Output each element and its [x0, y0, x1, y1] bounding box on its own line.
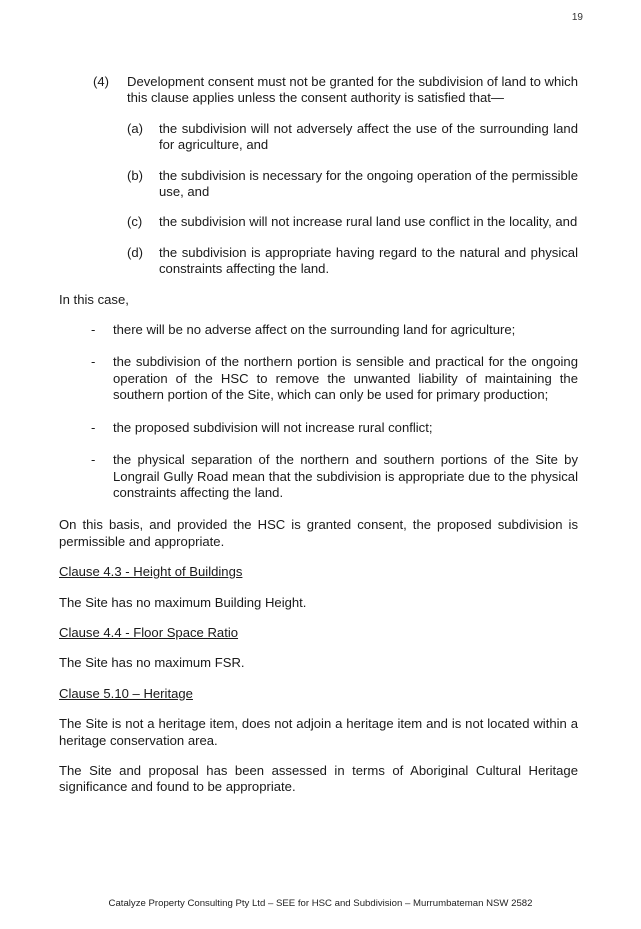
subclause-d — [127, 245, 578, 278]
section-paragraph: The Site has no maximum Building Height. — [59, 594, 307, 610]
bullet-dash: - — [91, 354, 96, 370]
bullet-text: the proposed subdivision will not increase rural conflict; — [113, 419, 433, 435]
subclause-text: the subdivision is appropriate having regard to the natural and physical constraints affecting the land. — [159, 244, 578, 277]
subclause-text: the subdivision is necessary for the ongoing operation of the permissible use, and — [159, 167, 578, 200]
subclause-text: the subdivision will not adversely affect the use of the surrounding land for agriculture, and — [159, 120, 578, 153]
clause-text: Development consent must not be granted for the subdivision of land to which this clause applies unless the consent authority is satisfied that— — [127, 74, 578, 106]
bullet-dash: - — [91, 452, 96, 468]
clause-number: (4) — [93, 74, 110, 89]
clause-4 — [59, 74, 578, 107]
section-paragraph: The Site and proposal has been assessed in terms of Aboriginal Cultural Heritage significance and found to be appropriate. — [59, 762, 578, 795]
subclause-number: (a) — [127, 120, 144, 136]
section-heading-fsr: Clause 4.4 - Floor Space Ratio — [59, 624, 239, 640]
subclause-number: (b) — [127, 167, 144, 183]
bullet-item — [59, 354, 578, 403]
subclause-number: (d) — [127, 244, 144, 260]
document-body — [59, 74, 578, 810]
page-footer: Catalyze Property Consulting Pty Ltd – SEE for HSC and Subdivision – Murrumbateman NSW 2582 — [108, 898, 533, 909]
subclause-c — [127, 214, 578, 230]
bullet-dash: - — [91, 419, 96, 435]
section-paragraph: The Site has no maximum FSR. — [59, 655, 245, 671]
section-paragraph: The Site is not a heritage item, does not adjoin a heritage item and is not located within a heritage conservation area. — [59, 716, 578, 748]
bullet-item — [59, 452, 578, 501]
conclusion-paragraph: On this basis, and provided the HSC is granted consent, the proposed subdivision is permissible and appropriate. — [59, 517, 578, 549]
subclause-b — [127, 168, 578, 201]
bullet-text: there will be no adverse affect on the surrounding land for agriculture; — [113, 322, 516, 338]
section-heading-height: Clause 4.3 - Height of Buildings — [59, 564, 243, 580]
bullet-text: the subdivision of the northern portion is sensible and practical for the ongoing operation of the HSC to remove the unwanted liability of maintaining the southern portion of the Site, which can only be used for primary production; — [113, 354, 578, 403]
subclause-number: (c) — [127, 214, 143, 230]
subclause-text: the subdivision will not increase rural land use conflict in the locality, and — [159, 214, 578, 230]
bullet-item — [59, 420, 578, 436]
section-heading-heritage: Clause 5.10 – Heritage — [59, 685, 193, 701]
page-number: 19 — [571, 12, 583, 23]
bullet-text: the physical separation of the northern and southern portions of the Site by Longrail Gully Road mean that the subdivision is appropriate due to the physical constraints affecting the land. — [113, 452, 578, 500]
in-this-case-text: In this case, — [59, 291, 129, 307]
bullet-dash: - — [91, 322, 96, 338]
bullet-item — [59, 322, 578, 338]
subclause-a — [127, 121, 578, 154]
